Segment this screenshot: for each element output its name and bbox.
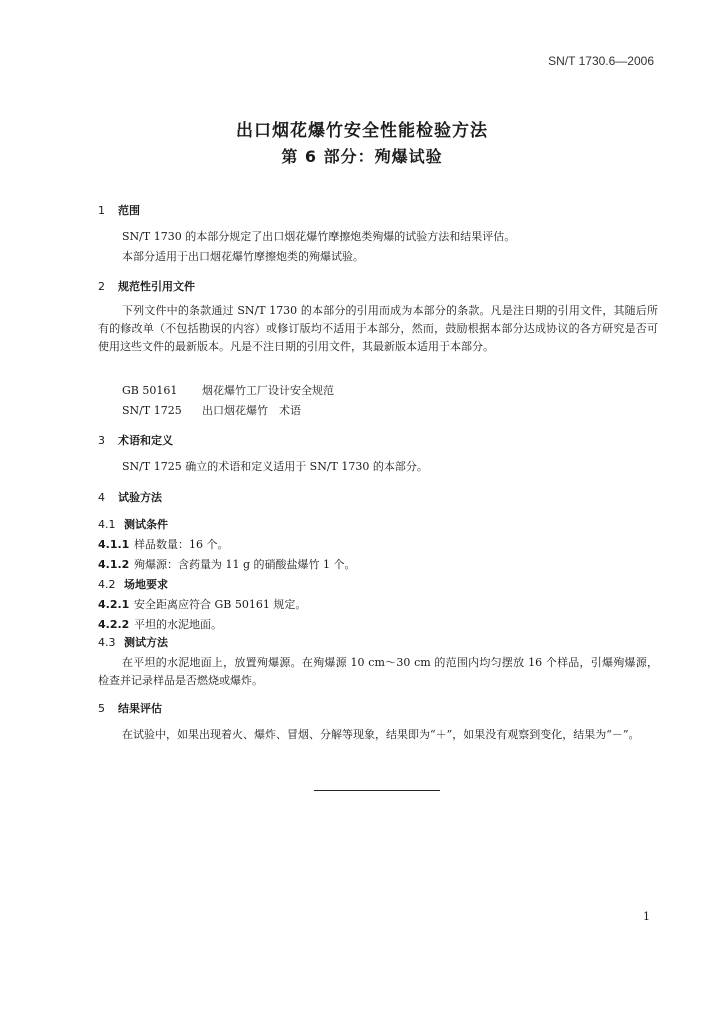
section-1-heading (98, 202, 140, 218)
section-3-heading (98, 432, 173, 448)
reference-code: SN/T 1725 (122, 404, 182, 417)
clause-number: 4.2.1 (98, 598, 130, 611)
clause-number: 4.1.2 (98, 558, 130, 571)
clause-text: 平坦的水泥地面。 (134, 618, 222, 631)
section-5-paragraph-1: 在试验中，如果出现着火、爆炸、冒烟、分解等现象，结果即为“＋”，如果没有观察到变化，结果为“－”。 (122, 728, 640, 741)
section-title: 术语和定义 (118, 434, 173, 447)
normative-reference-2 (122, 402, 301, 418)
section-1-paragraph-1: SN/T 1730 的本部分规定了出口烟花爆竹摩擦炮类殉爆的试验方法和结果评估。 (122, 230, 516, 243)
section-number: 4.2 (98, 578, 116, 591)
section-title: 测试方法 (124, 636, 168, 649)
clause-4-2-2 (98, 616, 222, 632)
reference-title: 出口烟花爆竹 术语 (202, 404, 301, 417)
section-title: 测试条件 (124, 518, 168, 531)
section-2-heading (98, 278, 195, 294)
section-number: 1 (98, 204, 105, 217)
clause-number: 4.1.1 (98, 538, 130, 551)
section-title: 试验方法 (118, 491, 162, 504)
section-number: 3 (98, 434, 105, 447)
reference-code: GB 50161 (122, 384, 178, 397)
section-title: 结果评估 (118, 702, 162, 715)
section-1-paragraph-2: 本部分适用于出口烟花爆竹摩擦炮类的殉爆试验。 (122, 250, 364, 263)
section-4-3-heading (98, 634, 168, 650)
clause-4-1-2 (98, 556, 356, 572)
section-number: 4.1 (98, 518, 116, 531)
clause-text: 殉爆源：含药量为 11 g 的硝酸盐爆竹 1 个。 (134, 558, 356, 571)
section-3-paragraph-1: SN/T 1725 确立的术语和定义适用于 SN/T 1730 的本部分。 (122, 460, 428, 473)
section-4-3-paragraph: 在平坦的水泥地面上，放置殉爆源。在殉爆源 10 cm～30 cm 的范围内均匀摆放 16 个样品，引爆殉爆源，检查并记录样品是否燃烧或爆炸。 (98, 656, 658, 687)
section-number: 5 (98, 702, 105, 715)
section-number: 4.3 (98, 636, 116, 649)
section-title: 范围 (118, 204, 140, 217)
document-subtitle: 第 6 部分：殉爆试验 (281, 147, 443, 166)
section-number: 4 (98, 491, 105, 504)
section-number: 2 (98, 280, 105, 293)
normative-reference-1 (122, 382, 334, 398)
clause-number: 4.2.2 (98, 618, 130, 631)
section-5-heading (98, 700, 162, 716)
section-title: 场地要求 (124, 578, 168, 591)
clause-4-1-1 (98, 536, 229, 552)
section-4-1-heading (98, 516, 168, 532)
reference-title: 烟花爆竹工厂设计安全规范 (202, 384, 334, 397)
section-title: 规范性引用文件 (118, 280, 195, 293)
page-number: 1 (643, 910, 650, 923)
section-4-heading (98, 489, 162, 505)
end-rule (314, 790, 440, 791)
document-title: 出口烟花爆竹安全性能检验方法 (236, 121, 488, 141)
clause-text: 安全距离应符合 GB 50161 规定。 (134, 598, 307, 611)
section-2-paragraph-1: 下列文件中的条款通过 SN/T 1730 的本部分的引用而成为本部分的条款。凡是注日期的引用文件，其随后所有的修改单（不包括勘误的内容）或修订版均不适用于本部分，然而，鼓励根据本部分达成协议的各方研究是否可使用这些文件的最新版本。凡是不注日期的引用文件，其最新版本适用于本部分。 (98, 304, 658, 353)
section-4-2-heading (98, 576, 168, 592)
clause-4-2-1 (98, 596, 306, 612)
standard-number: SN/T 1730.6—2006 (548, 54, 654, 68)
clause-text: 样品数量：16 个。 (134, 538, 229, 551)
